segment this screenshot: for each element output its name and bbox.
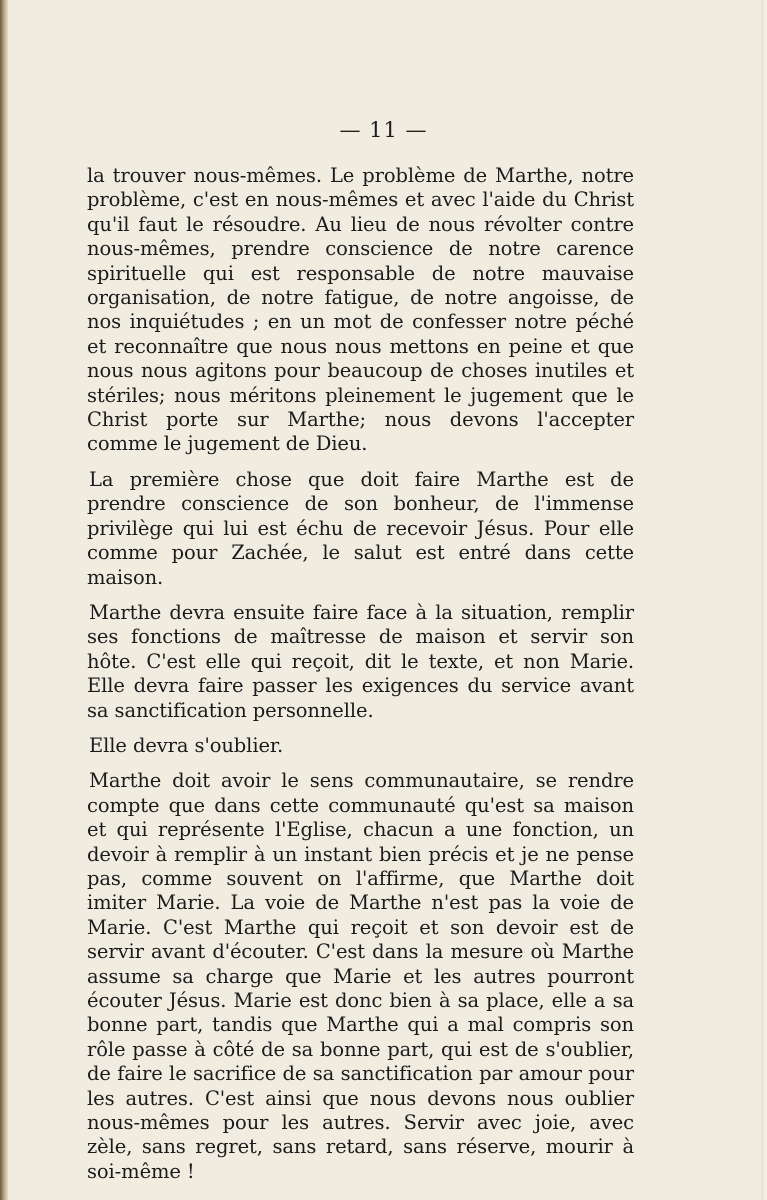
paragraph-4: Elle devra s'oublier. <box>89 733 284 757</box>
paragraph-2: La première chose que doit faire Marthe est de prendre conscience de son bonheur, de l'immense privilège qui lui est échu de recevoir Jésus. Pour elle comme pour Zachée, le salut est entré dans cette maison. <box>87 467 634 589</box>
paragraph-1: la trouver nous-mêmes. Le problème de Marthe, notre problème, c'est en nous-mêmes et avec l'aide du Christ qu'il faut le résoudre. Au lieu de nous révolter contre nous-mêmes, prendre conscience de notre carence spirituelle qui est responsable de notre mauvaise organisation, de notre fatigue, de notre angoisse, de nos inquiétudes ; en un mot de confesser notre péché et reconnaître que nous nous mettons en peine et que nous nous agitons pour beaucoup de choses inutiles et stériles; nous méritons pleinement le jugement que le Christ porte sur Marthe; nous devons l'accepter comme le jugement de Dieu. <box>87 164 634 456</box>
paragraph-5: Marthe doit avoir le sens communautaire, se rendre compte que dans cette communauté qu'est sa maison et qui représente l'Eglise, chacun a une fonction, un devoir à remplir à un instant bien précis et je ne pense pas, comme souvent on l'affirme, que Marthe doit imiter Marie. La voie de Marthe n'est pas la voie de Marie. C'est Marthe qui reçoit et son devoir est de servir avant d'écouter. C'est dans la mesure où Marthe assume sa charge que Marie et les autres pourront écouter Jésus. Marie est donc bien à sa place, elle a sa bonne part, tandis que Marthe qui a mal compris son rôle passe à côté de sa bonne part, qui est de s'oublier, de faire le sacrifice de sa sanctification par amour pour les autres. C'est ainsi que nous devons nous oublier nous-mêmes pour les autres. Servir avec joie, avec zèle, sans regret, sans retard, sans réserve, mourir à soi-même ! <box>87 769 634 1183</box>
page-number: — 11 — <box>339 118 428 142</box>
page-binding-shadow <box>0 0 8 1200</box>
page-edge <box>761 0 767 1200</box>
paragraph-3: Marthe devra ensuite faire face à la situation, remplir ses fonctions de maîtresse de maison et servir son hôte. C'est elle qui reçoit, dit le texte, et non Marie. Elle devra faire passer les exigences du service avant sa sanctification personnelle. <box>87 600 634 722</box>
page-body <box>87 164 634 1184</box>
